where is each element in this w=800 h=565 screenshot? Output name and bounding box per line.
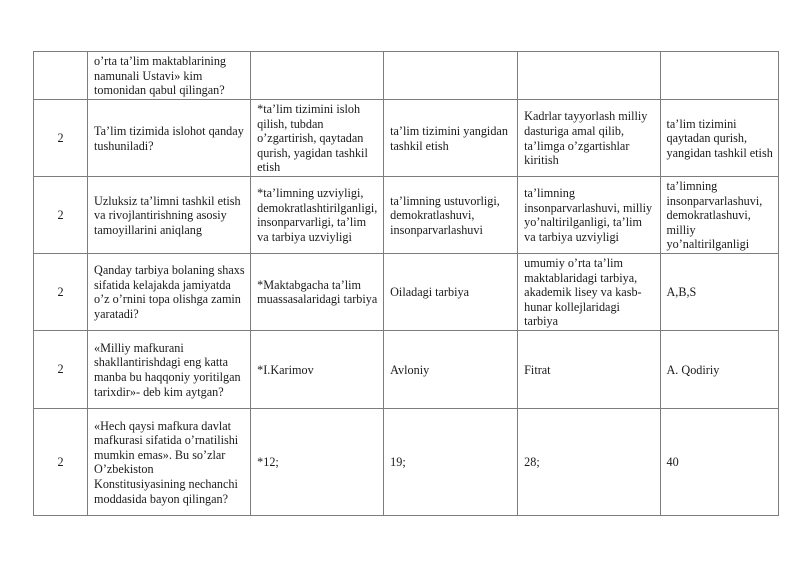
answer-correct-cell: *12; [251, 408, 384, 515]
question-cell: «Hech qaysi mafkura davlat mafkurasi sifatida o’rnatilishi mumkin emas». Bu so’zlar O’zbekiston Konstitusiyasining nechanchi moddasida bayon qilingan? [88, 408, 251, 515]
table-row [34, 408, 779, 515]
answer-option-b-cell: 19; [384, 408, 518, 515]
answer-correct-cell: *ta’lim tizimini isloh qilish, tubdan o’zgartirish, qaytadan qurish, yagidan tashkil etish [251, 100, 384, 177]
answer-option-d-cell: A,B,S [660, 253, 779, 330]
answer-option-d-cell: ta’lim tizimini qaytadan qurish, yangidan tashkil etish [660, 100, 779, 177]
answer-option-c-cell: umumiy o’rta ta’lim maktablaridagi tarbiya, akademik lisey va kasb-hunar kollejlaridagi tarbiya [518, 253, 660, 330]
points-cell: 2 [34, 253, 88, 330]
answer-correct-cell: *Maktabgacha ta’lim muassasalaridagi tarbiya [251, 253, 384, 330]
points-cell [34, 52, 88, 100]
answer-option-b-cell: ta’limning ustuvorligi, demokratlashuvi, insonparvarlashuvi [384, 177, 518, 254]
answer-option-d-cell: ta’limning insonparvarlashuvi, demokratlashuvi, milliy yo’naltirilganligi [660, 177, 779, 254]
table-row [34, 330, 779, 408]
answer-option-d-cell [660, 52, 779, 100]
points-cell: 2 [34, 100, 88, 177]
points-cell: 2 [34, 177, 88, 254]
answer-correct-cell: *ta’limning uzviyligi, demokratlashtirilganligi, insonparvarligi, ta’lim va tarbiya uzviyligi [251, 177, 384, 254]
answer-option-b-cell: Avloniy [384, 330, 518, 408]
question-cell: «Milliy mafkurani shakllantirishdagi eng katta manba bu haqqoniy yoritilgan tarixdir»- deb kim aytgan? [88, 330, 251, 408]
question-cell: Qanday tarbiya bolaning shaxs sifatida kelajakda jamiyatda o’z o’rnini topa olishga zamin yaratadi? [88, 253, 251, 330]
answer-option-c-cell: Fitrat [518, 330, 660, 408]
answer-option-b-cell: ta’lim tizimini yangidan tashkil etish [384, 100, 518, 177]
table-row [34, 52, 779, 100]
points-cell: 2 [34, 330, 88, 408]
question-table [33, 51, 779, 516]
question-cell: o’rta ta’lim maktablarining namunali Ustavi» kim tomonidan qabul qilingan? [88, 52, 251, 100]
answer-option-d-cell: 40 [660, 408, 779, 515]
table-row [34, 100, 779, 177]
answer-correct-cell [251, 52, 384, 100]
points-cell: 2 [34, 408, 88, 515]
table-row [34, 253, 779, 330]
answer-option-b-cell [384, 52, 518, 100]
answer-correct-cell: *I.Karimov [251, 330, 384, 408]
answer-option-b-cell: Oiladagi tarbiya [384, 253, 518, 330]
answer-option-c-cell: ta’limning insonparvarlashuvi, milliy yo’naltirilganligi, ta’lim va tarbiya uzviyligi [518, 177, 660, 254]
answer-option-c-cell: 28; [518, 408, 660, 515]
question-cell: Ta’lim tizimida islohot qanday tushuniladi? [88, 100, 251, 177]
answer-option-c-cell [518, 52, 660, 100]
table-row [34, 177, 779, 254]
answer-option-c-cell: Kadrlar tayyorlash milliy dasturiga amal qilib, ta’limga o’zgartishlar kiritish [518, 100, 660, 177]
question-cell: Uzluksiz ta’limni tashkil etish va rivojlantirishning asosiy tamoyillarini aniqlang [88, 177, 251, 254]
answer-option-d-cell: A. Qodiriy [660, 330, 779, 408]
